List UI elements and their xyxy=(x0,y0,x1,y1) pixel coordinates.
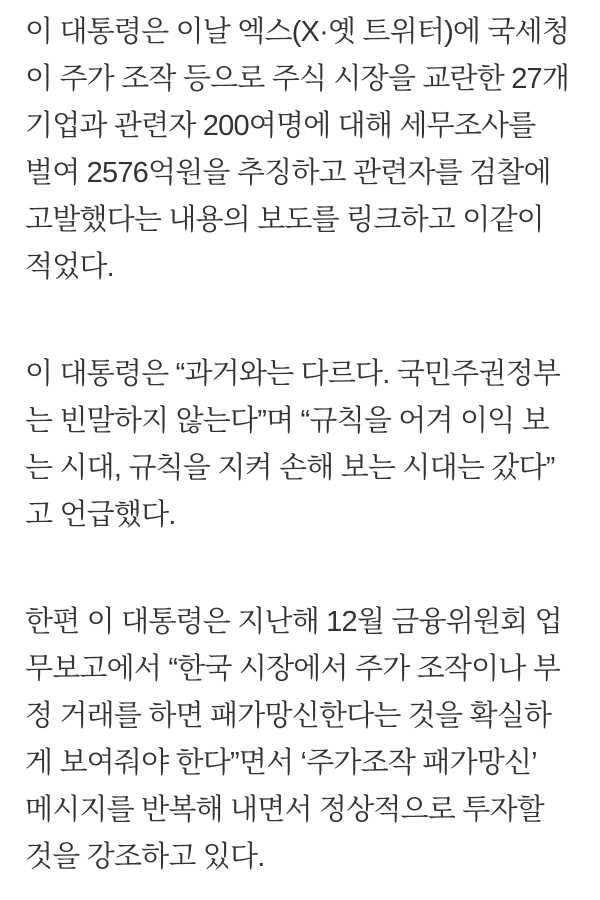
article-paragraph xyxy=(25,599,576,881)
article-line: 는 빈말하지 않는다”며 “규칙을 어겨 이익 보 xyxy=(25,405,549,437)
article-line: 한편 이 대통령은 지난해 12월 금융위원회 업 xyxy=(25,606,562,638)
article-line: 이 주가 조작 등으로 주식 시장을 교란한 27개 xyxy=(25,63,570,95)
article-line: 게 보여줘야 한다”면서 ‘주가조작 패가망신’ xyxy=(25,747,537,779)
article-line: 고 언급했다. xyxy=(25,499,176,531)
article-line: 이 대통령은 “과거와는 다르다. 국민주권정부 xyxy=(25,358,560,390)
article-line: 이 대통령은 이날 엑스(X·옛 트위터)에 국세청 xyxy=(25,16,570,48)
article-line: 무보고에서 “한국 시장에서 주가 조작이나 부 xyxy=(25,653,560,685)
article-paragraph xyxy=(25,351,576,539)
article-line: 벌여 2576억원을 추징하고 관련자를 검찰에 xyxy=(25,157,551,189)
article-line: 기업과 관련자 200여명에 대해 세무조사를 xyxy=(25,110,536,142)
article-line: 는 시대, 규칙을 지켜 손해 보는 시대는 갔다” xyxy=(25,452,555,484)
article-paragraph xyxy=(25,9,576,291)
article-line: 것을 강조하고 있다. xyxy=(25,841,265,873)
article-line: 정 거래를 하면 패가망신한다는 것을 확실하 xyxy=(25,700,552,732)
article-line: 적었다. xyxy=(25,251,114,283)
article-line: 메시지를 반복해 내면서 정상적으로 투자할 xyxy=(25,794,544,826)
article-line: 고발했다는 내용의 보도를 링크하고 이같이 xyxy=(25,204,544,236)
